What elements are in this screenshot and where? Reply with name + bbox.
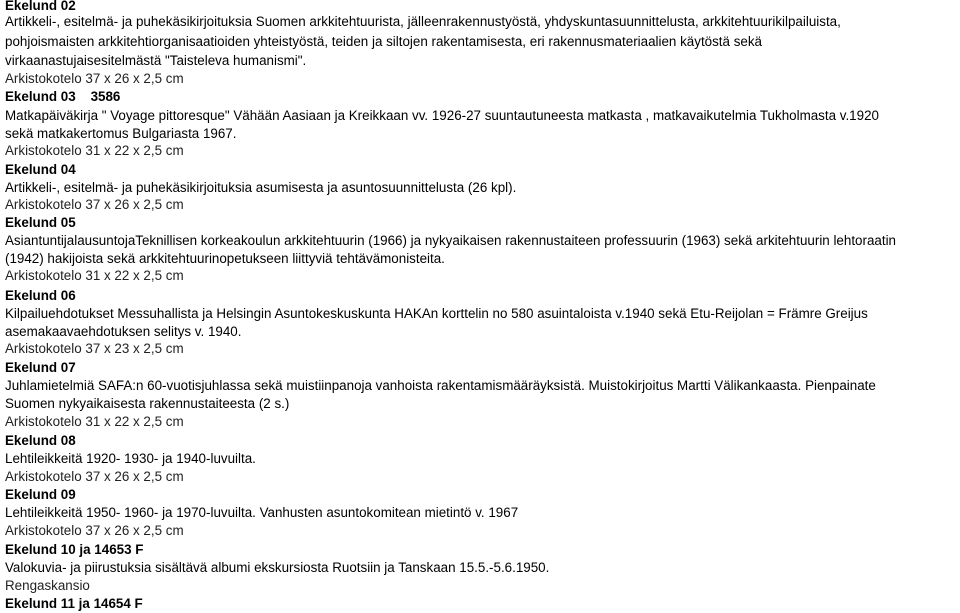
entry-description: Lehtileikkeitä 1950- 1960- ja 1970-luvuilta. Vanhusten asuntokomitean mietintö v. 1967 <box>5 505 519 520</box>
entry-location: Arkistokotelo 37 x 26 x 2,5 cm <box>5 71 184 86</box>
entry-description: Juhlamietelmiä SAFA:n 60-vuotisjuhlassa sekä muistiinpanoja vanhoista rakentamismääräyksistä. Muistokirjoitus Martti Välikankaasta. Pienpainate <box>5 378 876 393</box>
entry-heading: Ekelund 04 <box>5 162 76 177</box>
entry-heading: Ekelund 07 <box>5 360 76 375</box>
entry-location: Arkistokotelo 31 x 22 x 2,5 cm <box>5 268 184 283</box>
entry-location: Arkistokotelo 37 x 26 x 2,5 cm <box>5 523 184 538</box>
entry-description: virkaanastujaisesitelmästä "Taisteleva humanismi". <box>5 53 307 68</box>
entry-description: pohjoismaisten arkkitehtiorganisaatioiden yhteistyöstä, teiden ja siltojen rakentamisesta, eri rakennusmateriaalien käytöstä sekä <box>5 34 762 49</box>
entry-description: AsiantuntijalausuntojaTeknillisen korkeakoulun arkkitehtuurin (1966) ja nykyaikaisen rakennustaiteen professuurin (1963) sekä arkitehtuurin lehtoraatin <box>5 233 896 248</box>
entry-location: Arkistokotelo 37 x 26 x 2,5 cm <box>5 469 184 484</box>
entry-description: Matkapäiväkirja " Voyage pittoresque" Vähään Aasiaan ja Kreikkaan vv. 1926-27 suuntautuneesta matkasta , matkavaikutelmia Tukholmasta v.1920 <box>5 108 879 123</box>
entry-location: Arkistokotelo 37 x 23 x 2,5 cm <box>5 341 184 356</box>
entry-location: Rengaskansio <box>5 578 90 593</box>
entry-description: asemakaavaehdotuksen selitys v. 1940. <box>5 324 242 339</box>
entry-heading: Ekelund 10 ja 14653 F <box>5 542 144 557</box>
entry-description: Artikkeli-, esitelmä- ja puhekäsikirjoituksia Suomen arkkitehtuurista, jälleenrakennustyöstä, yhdyskuntasuunnittelusta, arkkitehtuurikilpailuista, <box>5 14 841 29</box>
entry-description: Suomen nykyaikaisesta rakennustaiteesta (2 s.) <box>5 396 290 411</box>
entry-description: Valokuvia- ja piirustuksia sisältävä albumi ekskursiosta Ruotsiin ja Tanskaan 15.5.-5.6.1950. <box>5 560 550 575</box>
entry-heading: Ekelund 03 3586 <box>5 89 121 104</box>
entry-description: sekä matkakertomus Bulgariasta 1967. <box>5 126 237 141</box>
entry-location: Arkistokotelo 31 x 22 x 2,5 cm <box>5 143 184 158</box>
entry-location: Arkistokotelo 31 x 22 x 2,5 cm <box>5 414 184 429</box>
entry-heading: Ekelund 11 ja 14654 F <box>5 596 143 611</box>
entry-heading: Ekelund 02 <box>5 0 76 13</box>
entry-heading: Ekelund 05 <box>5 215 76 230</box>
entry-location: Arkistokotelo 37 x 26 x 2,5 cm <box>5 197 184 212</box>
entry-description: Kilpailuehdotukset Messuhallista ja Helsingin Asuntokeskuskunta HAKAn korttelin no 580 asuintaloista v.1940 sekä Etu-Reijolan = Främre Greijus <box>5 306 868 321</box>
entry-description: Lehtileikkeitä 1920- 1930- ja 1940-luvuilta. <box>5 451 256 466</box>
entry-heading: Ekelund 09 <box>5 487 76 502</box>
entry-heading: Ekelund 08 <box>5 433 76 448</box>
entry-description: (1942) hakijoista sekä arkkitehtuurinopetukseen liittyviä tehtävämonisteita. <box>5 251 445 266</box>
entry-heading: Ekelund 06 <box>5 288 76 303</box>
entry-description: Artikkeli-, esitelmä- ja puhekäsikirjoituksia asumisesta ja asuntosuunnittelusta (26 kpl). <box>5 180 517 195</box>
